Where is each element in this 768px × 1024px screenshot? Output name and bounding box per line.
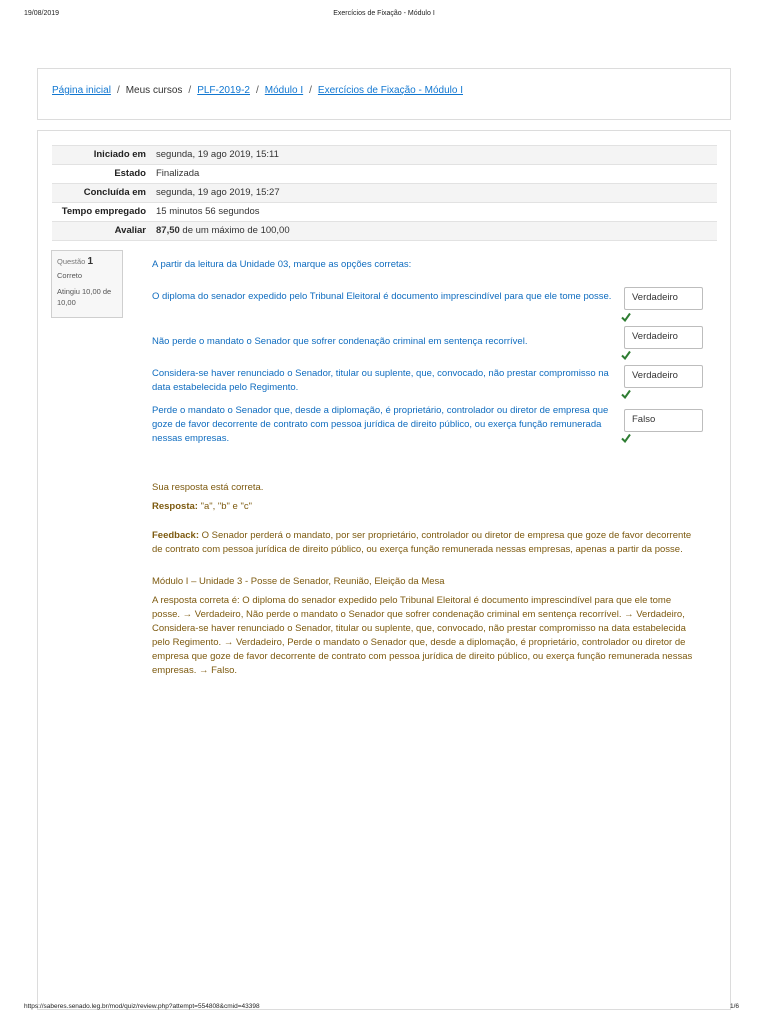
breadcrumb-separator: / [116,85,120,96]
response-label: Resposta: [152,501,198,512]
print-date: 19/08/2019 [24,10,60,17]
question-heading [57,256,117,267]
answer-select[interactable]: Verdadeiro [624,365,703,388]
print-header [0,10,768,24]
summary-row-started [52,146,717,165]
summary-value: Finalizada [152,165,717,184]
feedback-text: O Senador perderá o mandato, por ser proprietário, controlador ou diretor de empresa que goze de favor decorrente de contrato com pessoa jurídica de direito público, ou exerça função remunerada nessas empresas, apenas a partir da posse. [152,530,692,555]
breadcrumb-course-link[interactable]: PLF-2019-2 [197,85,250,96]
summary-label: Concluída em [52,184,152,203]
breadcrumb-home-link[interactable]: Página inicial [52,85,111,96]
summary-label: Avaliar [52,222,152,241]
correct-check-icon [621,389,631,399]
print-title: Exercícios de Fixação - Módulo I [333,10,435,17]
breadcrumb-quiz-link[interactable]: Exercícios de Fixação - Módulo I [317,85,463,96]
breadcrumb-separator: / [188,85,192,96]
summary-value: segunda, 19 ago 2019, 15:11 [152,146,717,165]
option-text: O diploma do senador expedido pelo Tribunal Eleitoral é documento imprescindível para que ele tome posse. [152,291,612,302]
print-page-number: 1/6 [730,1003,740,1010]
print-footer [0,1003,768,1015]
breadcrumb-separator: / [309,85,312,96]
summary-value: segunda, 19 ago 2019, 15:27 [152,184,717,203]
grade-max: de um máximo de 100,00 [182,225,290,236]
question-mark: Atingiu 10,00 de 10,00 [57,287,112,307]
response-line [152,500,252,514]
print-url: https://saberes.senado.leg.br/mod/quiz/review.php?attempt=554808&cmid=43398 [24,1003,260,1010]
question-text: A partir da leitura da Unidade 03, marque as opções corretas: [152,259,412,270]
general-feedback [152,529,700,557]
breadcrumb-separator: / [256,85,259,96]
question-status: Correto [57,271,83,280]
answer-select[interactable]: Verdadeiro [624,326,703,349]
question-label: Questão [57,257,86,266]
breadcrumb-container [37,68,731,120]
correct-message: Sua resposta está correta. [152,482,264,493]
summary-row-completed [52,184,717,203]
summary-label: Iniciado em [52,146,152,165]
option-text: Perde o mandato o Senador que, desde a diplomação, é proprietário, controlador ou diretor de empresa que goze de favor decorrente de contrato com pessoa jurídica de direito público, ou exerça função remunerada nessas empresas. [152,405,609,444]
answer-select[interactable]: Falso [624,409,703,432]
summary-row-time [52,203,717,222]
summary-label: Tempo empregado [52,203,152,222]
grade-score: 87,50 [156,225,180,236]
question-number: 1 [87,256,94,267]
summary-value: 15 minutos 56 segundos [152,203,717,222]
answer-select[interactable]: Verdadeiro [624,287,703,310]
option-text: Considera-se haver renunciado o Senador, titular ou suplente, que, convocado, não prestar compromisso na data estabelecida pelo Regimento. [152,368,609,393]
breadcrumb-mycourses: Meus cursos [125,85,183,96]
feedback-reference: Módulo I – Unidade 3 - Posse de Senador, Reunião, Eleição da Mesa [152,576,445,587]
question-info-box [51,250,123,318]
option-text: Não perde o mandato o Senador que sofrer condenação criminal em sentença recorrível. [152,336,528,347]
correct-check-icon [621,350,631,360]
right-answer-text: A resposta correta é: O diploma do senador expedido pelo Tribunal Eleitoral é documento imprescindível para que ele tome posse. → Verdadeiro, Não perde o mandato o Senador que sofrer condenação criminal em sentença recorrível. → Verdadeiro, Considera-se haver renunciado o Senador, titular ou suplente, que, convocado, não prestar compromisso na data estabelecida pelo Regimento. → Verdadeiro, Perde o mandato o Senador que, desde a diplomação, é proprietário, controlador ou diretor de empresa que goze de favor decorrente de contrato com pessoa jurídica de direito público, ou exerça função remunerada nessas empresas. → Falso. [152,595,693,676]
correct-check-icon [621,433,631,443]
response-value: "a", "b" e "c" [200,501,252,512]
breadcrumb [52,85,463,96]
attempt-summary-table [52,145,717,241]
summary-label: Estado [52,165,152,184]
summary-value [152,222,717,241]
summary-row-grade [52,222,717,241]
feedback-label: Feedback: [152,530,199,541]
breadcrumb-module-link[interactable]: Módulo I [264,85,304,96]
summary-row-state [52,165,717,184]
correct-check-icon [621,312,631,322]
